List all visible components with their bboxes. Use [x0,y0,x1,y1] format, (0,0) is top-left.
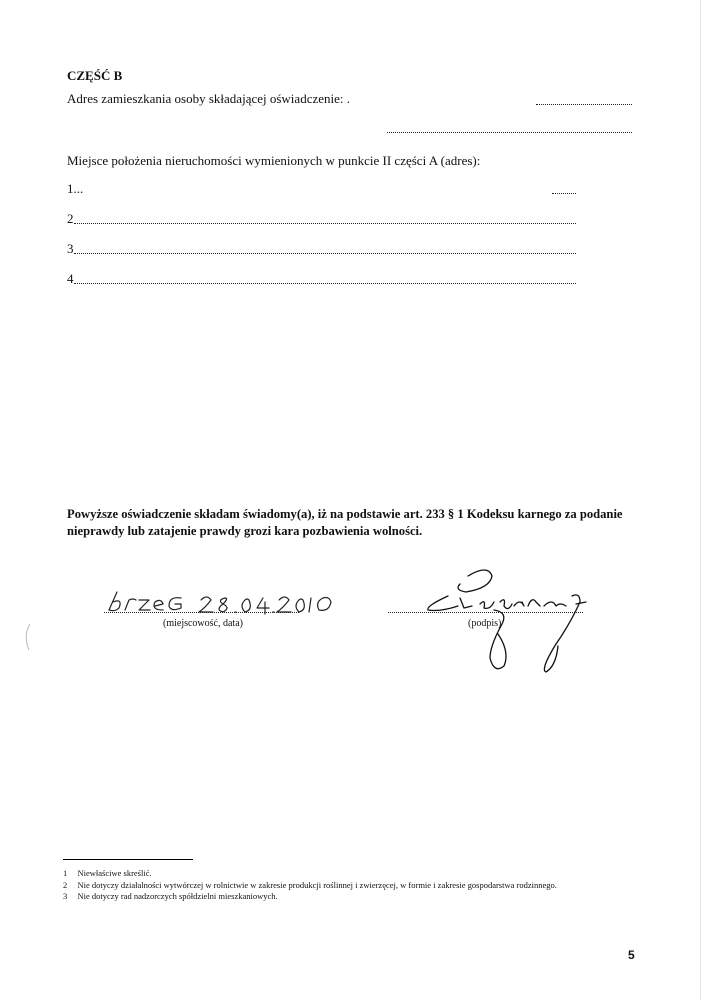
footnote-number: 2 [63,880,68,890]
place-date-handwriting [103,588,335,618]
footnote-text: Nie dotyczy działalności wytwórczej w rolnictwie w zakresie produkcji roślinnej i zwierzęcej, w formie i zakresie gospodarstwa rodzinnego. [77,880,557,890]
footnote-1 [63,868,152,879]
footnote-text: Niewłaściwe skreślić. [77,868,152,878]
property-item-4-line[interactable] [74,283,576,284]
property-item-2-line[interactable] [74,223,576,224]
page-number: 5 [628,948,635,962]
signature-handwriting [420,562,595,682]
footnote-text: Nie dotyczy rad nadzorczych spółdzielni mieszkaniowych. [77,891,278,901]
property-item-3-number: 3 [67,241,74,256]
scan-mark [22,622,32,652]
property-label: Miejsce położenia nieruchomości wymienionych w punkcie II części A (adres): [67,153,481,168]
scan-edge [700,0,701,1000]
footnote-3 [63,891,278,902]
property-item-1-number: 1... [67,181,84,196]
footnote-number: 3 [63,891,68,901]
property-item-4-number: 4 [67,271,74,286]
place-date-caption: (miejscowość, data) [163,618,243,629]
property-item-2-number: 2 [67,211,74,226]
signature-caption: (podpis) [468,618,502,629]
footnote-number: 1 [63,868,68,878]
footnote-2 [63,880,557,891]
section-title: CZĘŚĆ B [67,68,123,83]
property-item-1-line[interactable] [552,193,576,194]
address-line-2[interactable] [387,132,632,133]
declaration-line-1: Powyższe oświadczenie składam świadomy(a), iż na podstawie art. 233 § 1 Kodeksu karnego za podanie [67,507,623,521]
property-item-3-line[interactable] [74,253,576,254]
footnote-separator [63,859,193,860]
address-line-1[interactable] [536,104,632,105]
address-label: Adres zamieszkania osoby składającej oświadczenie: . [67,91,350,106]
declaration-line-2: nieprawdy lub zatajenie prawdy grozi kara pozbawienia wolności. [67,524,423,538]
